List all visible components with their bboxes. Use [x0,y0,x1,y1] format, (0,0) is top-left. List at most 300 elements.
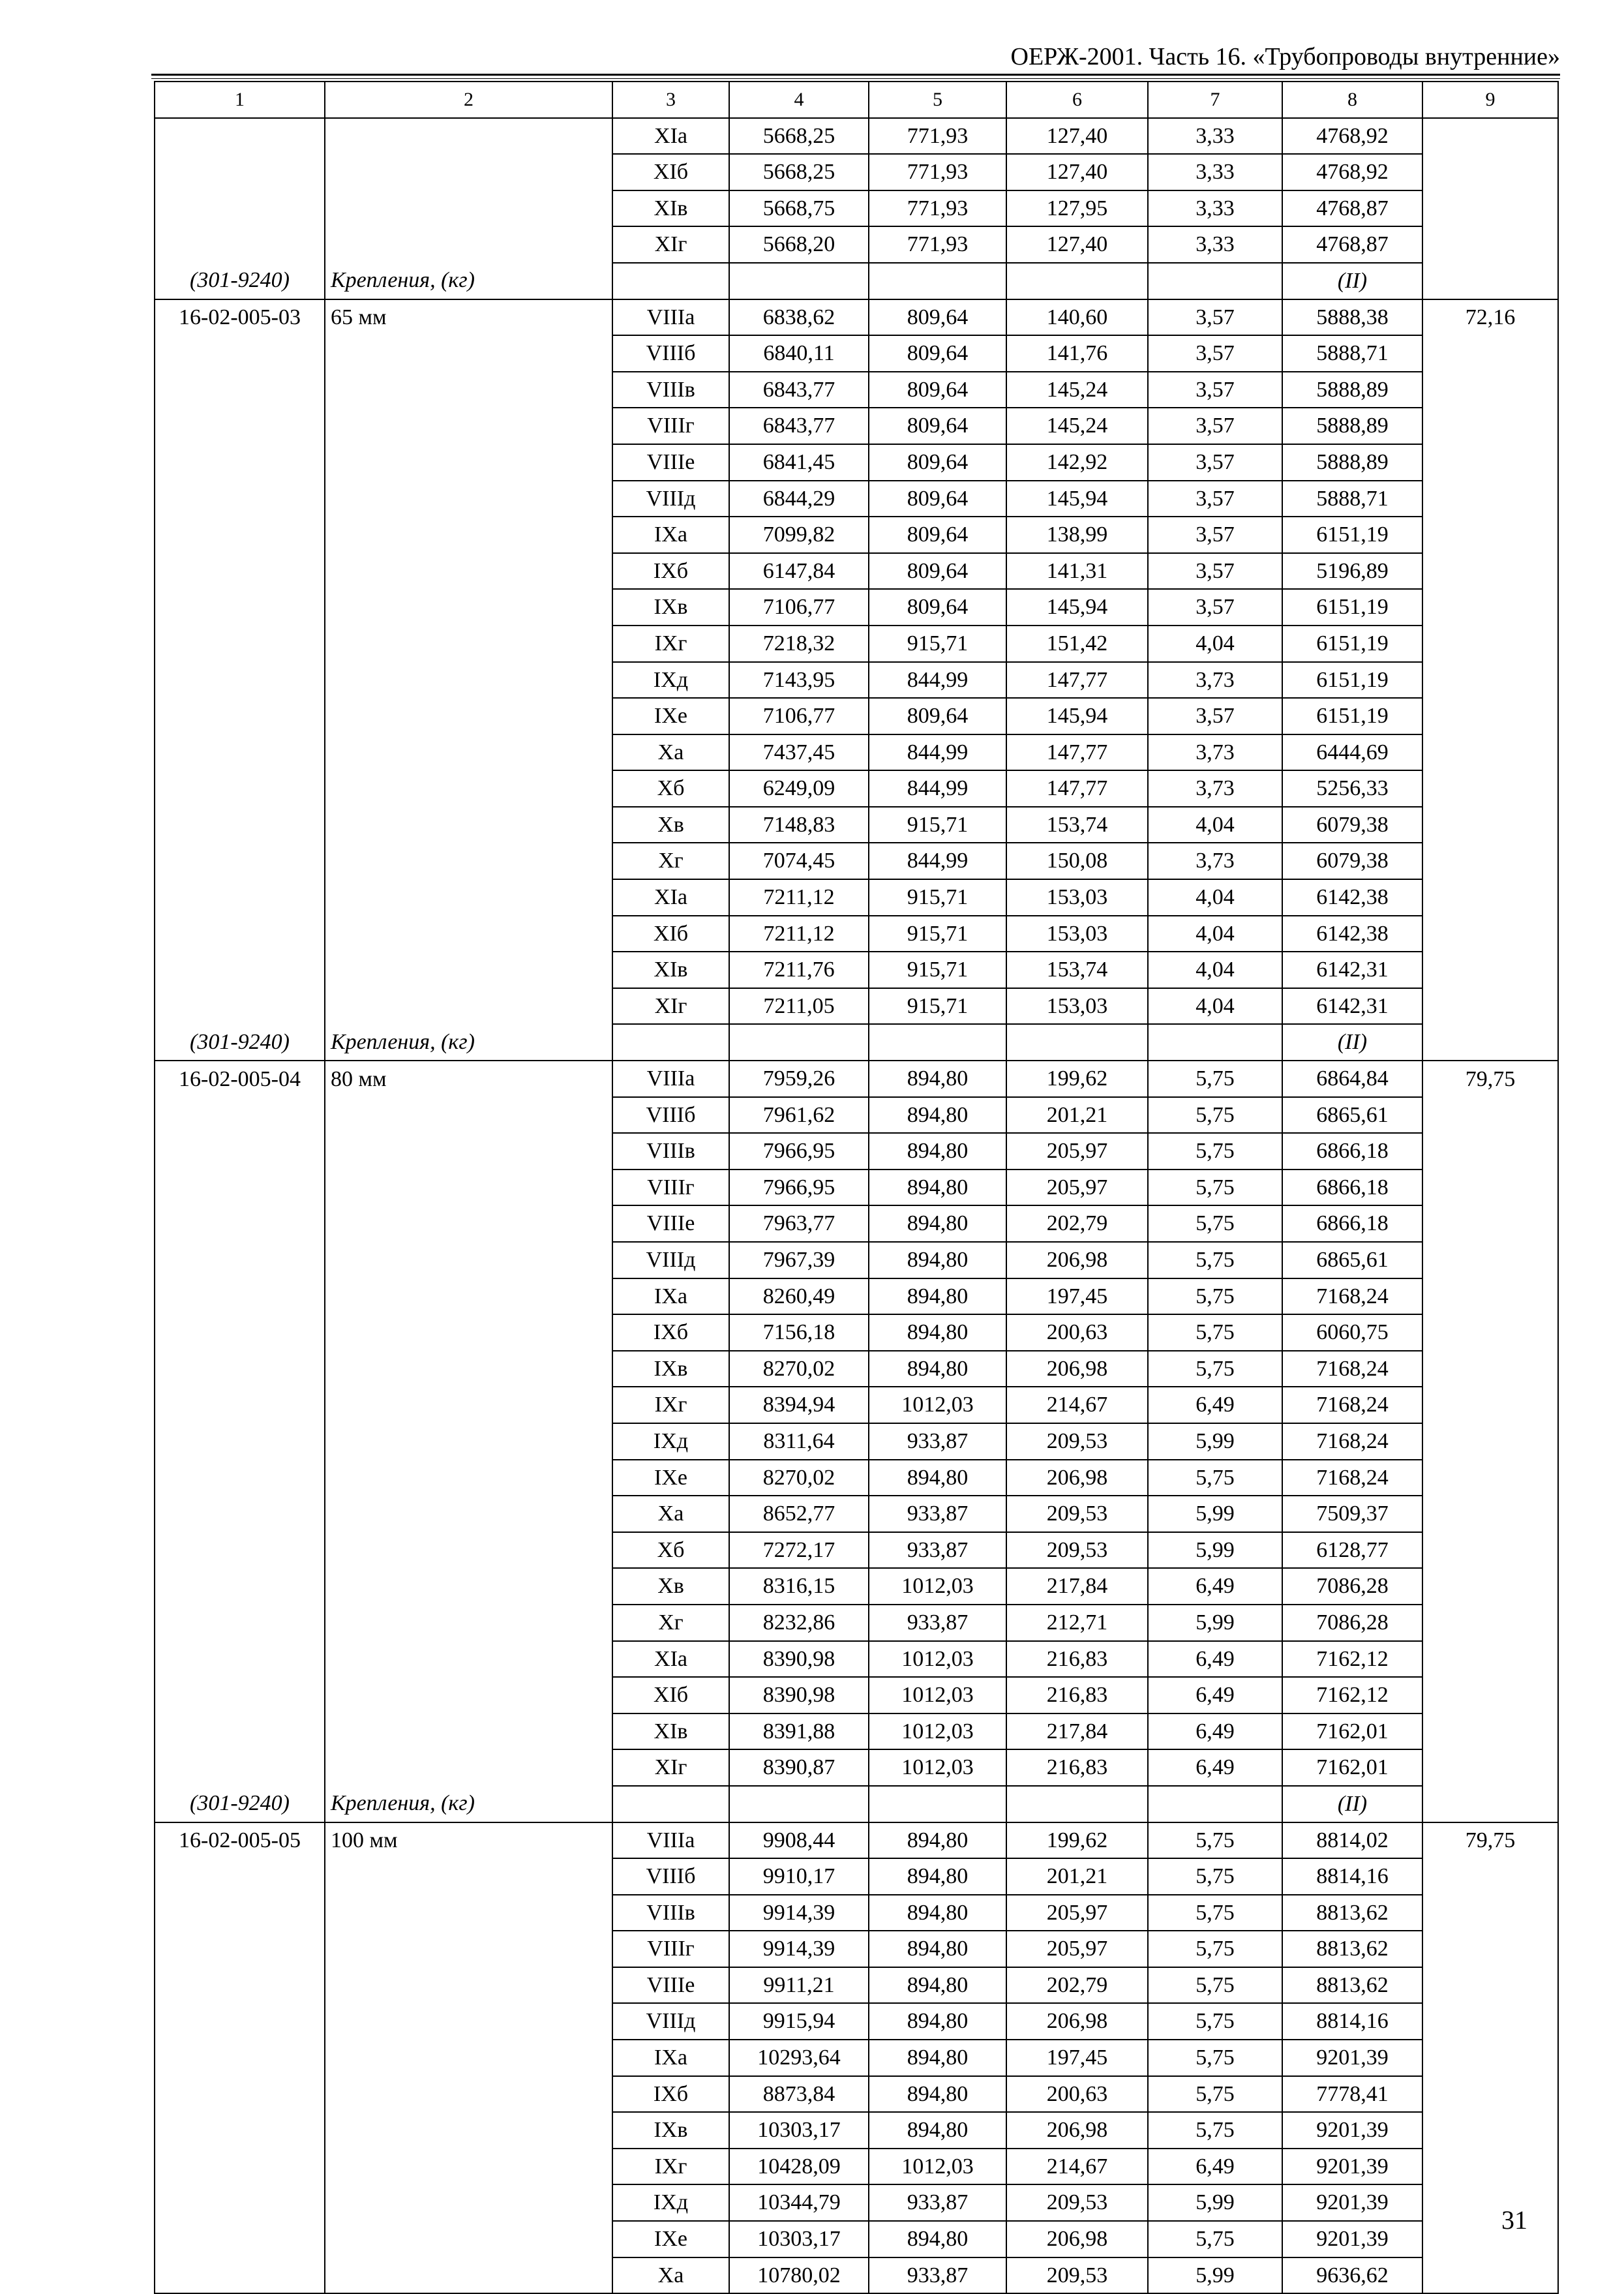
value-cell: 206,98 [1006,1460,1148,1496]
value-cell: 933,87 [869,2184,1006,2221]
value-cell: XIб [612,1677,729,1713]
value-cell: 3,57 [1148,299,1282,336]
value-cell: 147,77 [1006,734,1148,771]
material-cell: 72,16 [1422,299,1558,336]
value-cell: IXв [612,1351,729,1387]
value-cell: 5888,71 [1282,335,1422,372]
resource-name-cell: Крепления, (кг) [325,263,612,299]
value-cell: 894,80 [869,1061,1006,1097]
value-cell: 8260,49 [729,1278,869,1315]
value-cell: 894,80 [869,1931,1006,1967]
value-cell: 933,87 [869,1496,1006,1532]
empty-cell [1148,263,1282,299]
rate-name-cell [325,662,612,699]
rate-code-cell [155,662,325,699]
rate-code-cell: 16-02-005-04 [155,1061,325,1097]
value-cell: 3,33 [1148,118,1282,155]
page-header-title: ОЕРЖ-2001. Часть 16. «Трубопроводы внутренние» [1010,43,1560,70]
material-cell [1422,2040,1558,2076]
table-row [155,1605,1558,1641]
rate-name-cell [325,2257,612,2294]
value-cell: 206,98 [1006,1351,1148,1387]
table-row [155,988,1558,1025]
value-cell: 145,94 [1006,481,1148,517]
material-cell [1422,1931,1558,1967]
value-cell: XIб [612,916,729,952]
rate-name-cell [325,335,612,372]
value-cell: 3,57 [1148,589,1282,626]
rate-code-cell [155,408,325,444]
value-cell: 10344,79 [729,2184,869,2221]
rate-code-cell [155,335,325,372]
value-cell: 7168,24 [1282,1387,1422,1423]
material-cell [1422,1205,1558,1242]
value-cell: 6142,38 [1282,879,1422,916]
material-cell [1422,1278,1558,1315]
value-cell: IXе [612,2221,729,2257]
value-cell: 7106,77 [729,589,869,626]
value-cell: 6151,19 [1282,517,1422,553]
table-row [155,952,1558,988]
value-cell: VIIIа [612,299,729,336]
value-cell: IXв [612,589,729,626]
value-cell: 809,64 [869,444,1006,481]
rate-code-cell [155,1170,325,1206]
table-row [155,1460,1558,1496]
material-cell [1422,1097,1558,1134]
value-cell: 7967,39 [729,1242,869,1278]
value-cell: 141,31 [1006,553,1148,590]
value-cell: 915,71 [869,916,1006,952]
value-cell: 4768,87 [1282,226,1422,263]
rate-name-cell [325,952,612,988]
value-cell: 6142,31 [1282,988,1422,1025]
value-cell: 6142,31 [1282,952,1422,988]
value-cell: VIIIд [612,481,729,517]
material-cell [1422,517,1558,553]
rate-code-cell [155,952,325,988]
value-cell: 7963,77 [729,1205,869,1242]
rate-name-cell [325,118,612,155]
rate-name-cell [325,1278,612,1315]
rate-code-cell [155,1387,325,1423]
value-cell: Xб [612,1532,729,1569]
material-cell [1422,2003,1558,2040]
rate-code-cell [155,1858,325,1895]
table-row [155,2257,1558,2294]
value-cell: 3,57 [1148,517,1282,553]
value-cell: 7168,24 [1282,1351,1422,1387]
rate-name-cell [325,1351,612,1387]
value-cell: 216,83 [1006,1677,1148,1713]
resource-code-cell: (301-9240) [155,1024,325,1061]
empty-cell [869,1024,1006,1061]
value-cell: 6865,61 [1282,1097,1422,1134]
value-cell: 9201,39 [1282,2040,1422,2076]
value-cell: 6844,29 [729,481,869,517]
value-cell: 153,03 [1006,988,1148,1025]
value-cell: VIIIе [612,1967,729,2004]
value-cell: Xв [612,1568,729,1605]
material-cell: 79,75 [1422,1822,1558,1859]
value-cell: 7074,45 [729,843,869,879]
column-number: 9 [1422,82,1558,118]
value-cell: 200,63 [1006,2076,1148,2113]
value-cell: 7168,24 [1282,1460,1422,1496]
value-cell: 10293,64 [729,2040,869,2076]
rate-code-cell [155,1895,325,1931]
table-row [155,1133,1558,1170]
material-cell [1422,372,1558,408]
value-cell: 8814,16 [1282,2003,1422,2040]
rate-code-cell [155,879,325,916]
value-cell: 197,45 [1006,2040,1148,2076]
value-cell: 10428,09 [729,2149,869,2185]
material-cell [1422,1532,1558,1569]
empty-cell [869,1786,1006,1822]
value-cell: VIIIб [612,335,729,372]
value-cell: 5888,71 [1282,481,1422,517]
value-cell: 894,80 [869,1460,1006,1496]
material-cell [1422,2257,1558,2294]
rate-name-cell [325,879,612,916]
value-cell: 5,75 [1148,1460,1282,1496]
value-cell: 809,64 [869,299,1006,336]
rate-code-cell [155,1967,325,2004]
page-number: 31 [1501,2205,1527,2235]
value-cell: IXа [612,517,729,553]
rate-code-cell [155,1749,325,1786]
material-cell [1422,1351,1558,1387]
material-cell [1422,662,1558,699]
value-cell: 205,97 [1006,1931,1148,1967]
rate-name-cell [325,408,612,444]
rate-code-cell [155,1931,325,1967]
value-cell: 209,53 [1006,1496,1148,1532]
table-row [155,335,1558,372]
value-cell: 201,21 [1006,1858,1148,1895]
value-cell: 8316,15 [729,1568,869,1605]
table-row [155,1205,1558,1242]
rate-name-cell [325,1532,612,1569]
value-cell: 199,62 [1006,1061,1148,1097]
value-cell: 216,83 [1006,1641,1148,1678]
header-rule-thin [151,78,1560,79]
material-cell [1422,1460,1558,1496]
value-cell: 7162,01 [1282,1749,1422,1786]
value-cell: 1012,03 [869,1387,1006,1423]
value-cell: 5,99 [1148,1496,1282,1532]
rate-code-cell [155,1568,325,1605]
value-cell: 7162,12 [1282,1641,1422,1678]
material-cell [1422,1496,1558,1532]
value-cell: 147,77 [1006,770,1148,807]
value-cell: 771,93 [869,154,1006,190]
value-cell: 6142,38 [1282,916,1422,952]
rate-code-cell [155,734,325,771]
value-cell: 4,04 [1148,916,1282,952]
value-cell: 7218,32 [729,626,869,662]
value-cell: 10303,17 [729,2112,869,2149]
value-cell: 209,53 [1006,1532,1148,1569]
material-cell [1422,335,1558,372]
value-cell: 10780,02 [729,2257,869,2294]
value-cell: 9915,94 [729,2003,869,2040]
value-cell: 3,73 [1148,734,1282,771]
value-cell: 894,80 [869,2003,1006,2040]
value-cell: 894,80 [869,1170,1006,1206]
rate-name-cell [325,698,612,734]
value-cell: 915,71 [869,988,1006,1025]
value-cell: 7961,62 [729,1097,869,1134]
value-cell: 5,75 [1148,1967,1282,2004]
column-number-row [155,82,1558,118]
rate-code-cell [155,2076,325,2113]
value-cell: 9914,39 [729,1931,869,1967]
value-cell: 6147,84 [729,553,869,590]
value-cell: 7211,76 [729,952,869,988]
value-cell: 6249,09 [729,770,869,807]
value-cell: 8813,62 [1282,1931,1422,1967]
rate-code-cell [155,1677,325,1713]
value-cell: Xб [612,770,729,807]
value-cell: 5668,20 [729,226,869,263]
value-cell: 915,71 [869,952,1006,988]
value-cell: 7966,95 [729,1170,869,1206]
value-cell: 9908,44 [729,1822,869,1859]
value-cell: 5,75 [1148,1170,1282,1206]
rate-name-cell [325,1568,612,1605]
table-row [155,1242,1558,1278]
rate-name-cell [325,1713,612,1750]
value-cell: 5,75 [1148,2221,1282,2257]
table-row [155,1097,1558,1134]
table-row [155,879,1558,916]
material-cell [1422,118,1558,155]
value-cell: 6151,19 [1282,589,1422,626]
value-cell: IXе [612,698,729,734]
value-cell: 142,92 [1006,444,1148,481]
rate-code-cell [155,154,325,190]
rate-name-cell [325,1314,612,1351]
rate-name-cell [325,734,612,771]
value-cell: IXе [612,1460,729,1496]
rate-code-cell [155,1641,325,1678]
value-cell: 7168,24 [1282,1278,1422,1315]
value-cell: 127,40 [1006,226,1148,263]
value-cell: 5,75 [1148,1858,1282,1895]
value-cell: 915,71 [869,807,1006,843]
value-cell: 6151,19 [1282,662,1422,699]
value-cell: 5,75 [1148,1242,1282,1278]
value-cell: 209,53 [1006,2257,1148,2294]
value-cell: 1012,03 [869,1713,1006,1750]
value-cell: 5,75 [1148,1314,1282,1351]
value-cell: 1012,03 [869,1677,1006,1713]
value-cell: 7211,12 [729,916,869,952]
rate-code-cell [155,589,325,626]
value-cell: IXд [612,1423,729,1460]
empty-cell [869,263,1006,299]
rate-code-cell [155,843,325,879]
value-cell: 7162,01 [1282,1713,1422,1750]
value-cell: 8390,98 [729,1641,869,1678]
value-cell: 6,49 [1148,2149,1282,2185]
table-row [155,807,1558,843]
rate-code-cell [155,626,325,662]
rate-name-cell [325,2184,612,2221]
material-cell: 79,75 [1422,1061,1558,1097]
value-cell: 3,33 [1148,154,1282,190]
value-cell: IXг [612,626,729,662]
value-cell: 8270,02 [729,1460,869,1496]
group-footer-row [155,1024,1558,1061]
table-row [155,662,1558,699]
rate-name-cell [325,1133,612,1170]
table-row [155,1061,1558,1097]
rate-name-cell [325,553,612,590]
value-cell: 6,49 [1148,1713,1282,1750]
value-cell: XIг [612,1749,729,1786]
column-number: 4 [729,82,869,118]
value-cell: 809,64 [869,335,1006,372]
value-cell: 8813,62 [1282,1967,1422,2004]
rate-name-cell [325,1242,612,1278]
value-cell: XIв [612,1713,729,1750]
material-cell [1422,770,1558,807]
rate-name-cell [325,1749,612,1786]
rate-code-cell [155,2221,325,2257]
rate-code-cell [155,226,325,263]
rate-name-cell [325,1423,612,1460]
table-row [155,408,1558,444]
value-cell: 894,80 [869,1351,1006,1387]
rate-code-cell [155,2112,325,2149]
material-cell [1422,879,1558,916]
rate-code-cell [155,1713,325,1750]
material-cell [1422,1677,1558,1713]
table-row [155,118,1558,155]
value-cell: 206,98 [1006,1242,1148,1278]
value-cell: 6079,38 [1282,807,1422,843]
table-row [155,1822,1558,1859]
value-cell: 3,73 [1148,662,1282,699]
empty-cell [1148,1786,1282,1822]
rate-name-cell [325,988,612,1025]
rate-code-cell [155,1532,325,1569]
table-row [155,1967,1558,2004]
table-row [155,1677,1558,1713]
value-cell: Xа [612,2257,729,2294]
material-cell [1422,988,1558,1025]
material-cell [1422,1133,1558,1170]
value-cell: 894,80 [869,1314,1006,1351]
rate-code-cell: 16-02-005-05 [155,1822,325,1859]
value-cell: 4,04 [1148,626,1282,662]
column-number: 7 [1148,82,1282,118]
value-cell: XIа [612,1641,729,1678]
value-cell: 8390,98 [729,1677,869,1713]
value-cell: 3,57 [1148,553,1282,590]
value-cell: 6079,38 [1282,843,1422,879]
column-number: 6 [1006,82,1148,118]
value-cell: 3,57 [1148,372,1282,408]
value-cell: VIIIв [612,372,729,408]
rate-name-cell [325,843,612,879]
rate-name-cell: 80 мм [325,1061,612,1097]
rate-code-cell [155,1423,325,1460]
value-cell: 9910,17 [729,1858,869,1895]
rate-name-cell [325,481,612,517]
rate-code-cell [155,988,325,1025]
value-cell: 844,99 [869,770,1006,807]
rate-code-cell [155,698,325,734]
value-cell: 5,99 [1148,1423,1282,1460]
value-cell: 3,33 [1148,226,1282,263]
value-cell: 145,94 [1006,589,1148,626]
rate-code-cell [155,1460,325,1496]
value-cell: 5,75 [1148,1133,1282,1170]
table-row [155,1749,1558,1786]
material-cell [1422,589,1558,626]
value-cell: 214,67 [1006,2149,1148,2185]
table-row [155,916,1558,952]
value-cell: IXг [612,1387,729,1423]
value-cell: 6060,75 [1282,1314,1422,1351]
value-cell: 212,71 [1006,1605,1148,1641]
value-cell: 5256,33 [1282,770,1422,807]
value-cell: 216,83 [1006,1749,1148,1786]
rate-name-cell [325,190,612,227]
value-cell: 7106,77 [729,698,869,734]
rate-code-cell [155,1205,325,1242]
value-cell: IXд [612,662,729,699]
value-cell: XIа [612,118,729,155]
value-cell: 5,75 [1148,1895,1282,1931]
value-cell: 9201,39 [1282,2221,1422,2257]
material-cell [1422,734,1558,771]
empty-cell [1006,1024,1148,1061]
value-cell: 127,95 [1006,190,1148,227]
value-cell: 894,80 [869,1097,1006,1134]
rate-name-cell [325,2040,612,2076]
rate-code-cell [155,770,325,807]
value-cell: 5668,25 [729,154,869,190]
value-cell: 6866,18 [1282,1205,1422,1242]
material-cell [1422,1242,1558,1278]
value-cell: 894,80 [869,2221,1006,2257]
rate-code-cell [155,1133,325,1170]
table-row [155,1278,1558,1315]
column-number: 5 [869,82,1006,118]
rate-code-cell [155,1605,325,1641]
rate-name-cell [325,589,612,626]
material-cell [1422,1568,1558,1605]
rate-code-cell [155,807,325,843]
value-cell: 1012,03 [869,1568,1006,1605]
rate-name-cell [325,1170,612,1206]
table-row [155,553,1558,590]
value-cell: 809,64 [869,481,1006,517]
value-cell: 202,79 [1006,1967,1148,2004]
value-cell: 933,87 [869,1423,1006,1460]
value-cell: 5,75 [1148,2112,1282,2149]
value-cell: 894,80 [869,1822,1006,1859]
table-row [155,1931,1558,1967]
table-row [155,2076,1558,2113]
material-cell [1422,698,1558,734]
value-cell: 9914,39 [729,1895,869,1931]
